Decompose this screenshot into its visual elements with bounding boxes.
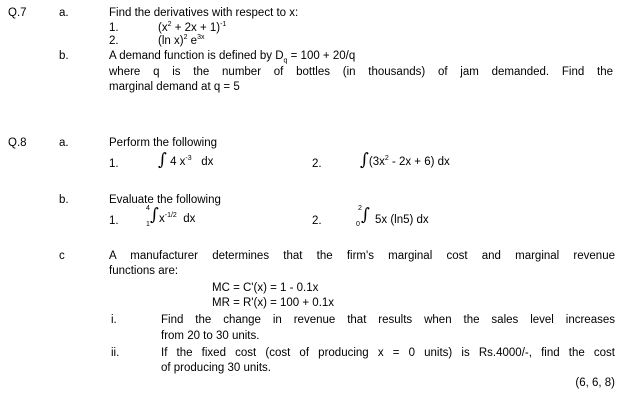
- q8-c-intro-line2: functions are:: [109, 265, 179, 277]
- q8-part-a-title: Perform the following: [109, 137, 218, 149]
- q8-b-item1-number: 1.: [109, 215, 119, 227]
- integral-sign-icon: ∫: [150, 205, 159, 225]
- q8-c-subpart-ii-line2: of producing 30 units.: [161, 362, 271, 374]
- q8-c-subpart-i-line2: from 20 to 30 units.: [161, 330, 260, 342]
- q7-a-item1-expression: $(x^2 + 2x + 1)^{-1}$: [158, 21, 227, 34]
- q8-c-subpart-ii-line1: If the fixed cost (cost of producing x = 0 units) is Rs.4000/-, find the cost: [161, 347, 615, 359]
- q8-a-item2-number: 2.: [312, 158, 322, 170]
- integrand: $x^{-1/2}$ dx: [159, 212, 196, 225]
- q7-b-line3: marginal demand at q = 5: [109, 81, 240, 93]
- question-8-number: Q.8: [8, 137, 27, 149]
- integral-sign-icon: ∫: [158, 150, 167, 170]
- q8-part-b-label: b.: [59, 194, 69, 206]
- q7-a-item2-number: 2.: [109, 35, 119, 47]
- q7-part-a-label: a.: [59, 7, 69, 19]
- q7-a-item2-expression: (ln x)$^2$ $e^{3x}$: [158, 34, 205, 47]
- integrand: 5x (ln5) dx: [375, 214, 429, 226]
- upper-limit: 4: [146, 205, 150, 212]
- marginal-cost-equation: MC = C'(x) = 1 - 0.1x: [212, 282, 319, 294]
- q8-c-subpart-ii-label: ii.: [111, 347, 120, 359]
- q7-b-line1: A demand function is defined by $D_q = 100 + 20/q$: [109, 50, 356, 65]
- q8-part-b-title: Evaluate the following: [109, 194, 221, 206]
- lower-limit: 0: [356, 221, 360, 228]
- q8-c-subpart-i-label: i.: [111, 314, 117, 326]
- q8-b-item2-integral: [356, 205, 456, 229]
- q7-a-item1-number: 1.: [109, 22, 119, 34]
- q7-part-b-label: b.: [59, 50, 69, 62]
- q8-a-item1-integral: ∫ 4 $x^{-3}$ dx: [158, 150, 214, 170]
- question-7-number: Q.7: [8, 7, 27, 19]
- marks-allocation: (6, 6, 8): [575, 377, 615, 389]
- marginal-revenue-equation: MR = R'(x) = 100 + 0.1x: [212, 297, 335, 309]
- q8-part-a-label: a.: [59, 137, 69, 149]
- q7-b-line2: where q is the number of bottles (in thousands) of jam demanded. Find the: [109, 66, 613, 78]
- integral-sign-icon: ∫: [361, 205, 370, 225]
- q8-a-item1-number: 1.: [109, 158, 119, 170]
- integral-sign-icon: ∫: [360, 150, 369, 170]
- q8-b-item1-integral: [146, 205, 226, 229]
- q7-part-a-title: Find the derivatives with respect to x:: [109, 7, 299, 19]
- upper-limit: 2: [358, 205, 362, 212]
- q8-c-intro-line1: A manufacturer determines that the firm's marginal cost and marginal revenue: [109, 250, 615, 262]
- q8-part-c-label: c: [59, 250, 65, 262]
- lower-limit: 1: [146, 221, 150, 228]
- q8-a-item2-integral: $\int(3x^2 - 2x + 6)$ dx: [360, 150, 450, 170]
- q8-b-item2-number: 2.: [312, 215, 322, 227]
- q8-c-subpart-i-line1: Find the change in revenue that results when the sales level increases: [161, 314, 615, 326]
